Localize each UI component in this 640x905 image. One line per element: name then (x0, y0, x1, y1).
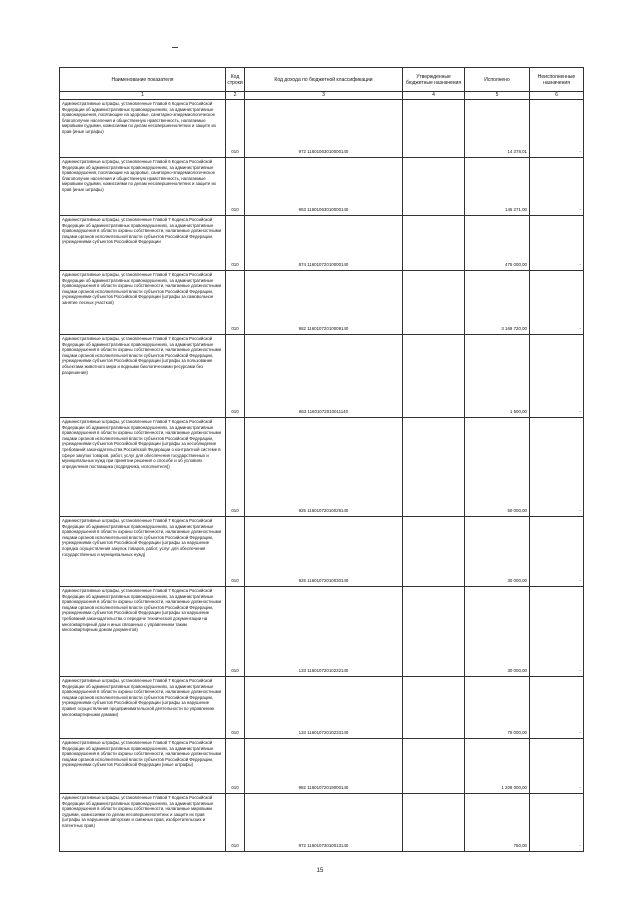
column-number: 1 (60, 92, 226, 100)
table-row (60, 216, 584, 271)
table-row (60, 739, 584, 794)
row-approved (403, 677, 465, 739)
table-row (60, 335, 584, 418)
row-kbk: 982 11601072019000140 (245, 739, 403, 794)
row-line-code: 010 (226, 794, 245, 852)
row-name-text: Административные штрафы, установленные Главой 7 Кодекса Российской Федерации об административных правонарушениях, за административные правонарушения в области охраны собственности, налагаемые должностными лицами органов исполнительной власти субъектов Российской Федерации, учреждениями субъектов Российской Федерации (штрафы за пользование объектами животного мира и водными биологическими ресурсами без разрешения) (62, 336, 221, 375)
table-row (60, 517, 584, 587)
row-name (60, 517, 226, 587)
row-name-text: Административные штрафы, установленные Главой 7 Кодекса Российской Федерации об административных правонарушениях, за административные правонарушения в области охраны собственности, налагаемые должностными лицами органов исполнительной власти субъектов Российской Федерации, учреждениями субъектов Российской Федерации (штрафы за несоблюдение требований законодательства Российской Федерации о контрактной системе в сфере закупок товаров, работ, услуг для обеспечения государственных и муниципальных нужд при принятии решения о способе и об условиях определения поставщика (подрядчика, исполнителя)) (62, 419, 221, 469)
row-approved (403, 739, 465, 794)
row-name (60, 158, 226, 216)
row-kbk: 953 11601063010000140 (245, 158, 403, 216)
row-name (60, 100, 226, 158)
row-executed: 3 169 720,00 (465, 271, 530, 335)
row-approved (403, 517, 465, 587)
row-name-text: Административные штрафы, установленные Главой 7 Кодекса Российской Федерации об административных правонарушениях, за административные правонарушения в области охраны собственности, налагаемые должностными лицами органов исполнительной власти субъектов Российской Федерации, учреждениями субъектов Российской Федерации (штрафы за нарушение правил осуществления предпринимательской деятельности по управлению многоквартирными домами) (62, 678, 221, 717)
row-line-code: 010 (226, 158, 245, 216)
row-kbk: 972 11601063010000140 (245, 100, 403, 158)
row-name (60, 677, 226, 739)
table-row (60, 587, 584, 677)
row-line-code: 010 (226, 271, 245, 335)
row-line-code: 010 (226, 100, 245, 158)
table-row (60, 677, 584, 739)
header-line-code: Код строки (226, 68, 245, 92)
row-approved (403, 100, 465, 158)
row-name (60, 271, 226, 335)
table-header-row (60, 68, 584, 92)
header-unexecuted: Неисполненные назначения (530, 68, 584, 92)
row-name-text: Административные штрафы, установленные Главой 7 Кодекса Российской Федерации об административных правонарушениях, за административные правонарушения в области охраны собственности, налагаемые должностными лицами органов исполнительной власти субъектов Российской Федерации, учреждениями субъектов Российской Федерации (штрафы за нарушение требований законодательства о передаче технической документации на многоквартирный дом и иных связанных с управлением таким многоквартирным домом документов) (62, 588, 221, 633)
row-approved (403, 158, 465, 216)
row-name (60, 418, 226, 517)
row-unexecuted: - (530, 271, 584, 335)
row-unexecuted: - (530, 216, 584, 271)
row-unexecuted: - (530, 677, 584, 739)
row-kbk: 982 11601072010009140 (245, 271, 403, 335)
row-approved (403, 587, 465, 677)
row-approved (403, 418, 465, 517)
table-row (60, 418, 584, 517)
scan-mark (172, 47, 178, 48)
row-approved (403, 794, 465, 852)
row-executed: 475 000,00 (465, 216, 530, 271)
row-line-code: 010 (226, 335, 245, 418)
row-executed: 14 378,01 (465, 100, 530, 158)
row-name (60, 794, 226, 852)
row-unexecuted: - (530, 739, 584, 794)
row-line-code: 010 (226, 517, 245, 587)
row-executed: 30 000,00 (465, 587, 530, 677)
row-line-code: 010 (226, 216, 245, 271)
row-line-code: 010 (226, 418, 245, 517)
row-line-code: 010 (226, 677, 245, 739)
row-executed: 50 000,00 (465, 418, 530, 517)
column-number: 3 (245, 92, 403, 100)
row-name-text: Административные штрафы, установленные Главой 7 Кодекса Российской Федерации об административных правонарушениях, за административные правонарушения в области охраны собственности, налагаемые должностными лицами органов исполнительной власти субъектов Российской Федерации, учреждениями субъектов Российской Федерации (62, 217, 221, 245)
row-kbk: 133 11601072010233140 (245, 677, 403, 739)
row-unexecuted: - (530, 587, 584, 677)
row-unexecuted: - (530, 335, 584, 418)
row-kbk: 925 11601072010029140 (245, 418, 403, 517)
table-row (60, 158, 584, 216)
row-unexecuted: - (530, 517, 584, 587)
row-name-text: Административные штрафы, установленные Главой 7 Кодекса Российской Федерации об административных правонарушениях, за административные правонарушения в области охраны собственности, налагаемые должностными лицами органов исполнительной власти субъектов Российской Федерации, учреждениями субъектов Российской Федерации (штрафы за самовольное занятие лесных участков) (62, 272, 221, 305)
revenue-table (59, 67, 584, 852)
row-unexecuted: - (530, 100, 584, 158)
row-line-code: 010 (226, 587, 245, 677)
row-name (60, 335, 226, 418)
header-kbk: Код дохода по бюджетной классификации (245, 68, 403, 92)
row-line-code: 010 (226, 739, 245, 794)
row-name (60, 739, 226, 794)
row-approved (403, 271, 465, 335)
page-number: 15 (316, 868, 324, 874)
row-name (60, 587, 226, 677)
row-executed: 146 271,00 (465, 158, 530, 216)
header-executed: Исполнено (465, 68, 530, 92)
row-unexecuted: - (530, 794, 584, 852)
row-name-text: Административные штрафы, установленные Главой 7 Кодекса Российской Федерации об административных правонарушениях, за административные правонарушения в области охраны собственности, налагаемые должностными лицами органов исполнительной власти субъектов Российской Федерации, учреждениями субъектов Российской Федерации (иные штрафы) (62, 740, 221, 768)
header-approved: Утвержденные бюджетные назначения (403, 68, 465, 92)
row-name-text: Административные штрафы, установленные Главой 6 Кодекса Российской Федерации об административных правонарушениях, за административные правонарушения, посягающие на здоровье, санитарно-эпидемиологическое благополучие населения и общественную нравственность, налагаемые мировыми судьями, комиссиями по делам несовершеннолетних и защите их прав (иные штрафы) (62, 159, 216, 192)
column-number: 5 (465, 92, 530, 100)
column-number: 4 (403, 92, 465, 100)
row-executed: 750,00 (465, 794, 530, 852)
row-kbk: 972 11601073010013140 (245, 794, 403, 852)
column-number: 6 (530, 92, 584, 100)
row-name (60, 216, 226, 271)
row-executed: 30 000,00 (465, 517, 530, 587)
row-kbk: 874 11601072010000140 (245, 216, 403, 271)
row-kbk: 133 11601072010232140 (245, 587, 403, 677)
row-kbk: 863 11601072010011140 (245, 335, 403, 418)
column-number: 2 (226, 92, 245, 100)
table-row (60, 794, 584, 852)
row-name-text: Административные штрафы, установленные Главой 6 Кодекса Российской Федерации об административных правонарушениях, за административные правонарушения, посягающие на здоровье, санитарно-эпидемиологическое благополучие населения и общественную нравственность, налагаемые мировыми судьями, комиссиями по делам несовершеннолетних и защите их прав (иные штрафы) (62, 101, 216, 134)
header-name: Наименование показателя (60, 68, 226, 92)
row-unexecuted: - (530, 158, 584, 216)
row-unexecuted: - (530, 418, 584, 517)
row-name-text: Административные штрафы, установленные Главой 7 Кодекса Российской Федерации об административных правонарушениях, за административные правонарушения в области охраны собственности, налагаемые должностными лицами органов исполнительной власти субъектов Российской Федерации, учреждениями субъектов Российской Федерации (штрафы за нарушение порядка осуществления закупок товаров, работ, услуг для обеспечения государственных и муниципальных нужд) (62, 518, 221, 557)
table-row (60, 271, 584, 335)
row-name-text: Административные штрафы, установленные Главой 7 Кодекса Российской Федерации об административных правонарушениях, за административные правонарушения в области охраны собственности, налагаемые мировыми судьями, комиссиями по делам несовершеннолетних и защите их прав (штрафы за нарушение авторских и смежных прав, изобретательских и патентных прав) (62, 795, 214, 828)
column-number-row (60, 92, 584, 100)
row-executed: 75 000,00 (465, 677, 530, 739)
row-approved (403, 216, 465, 271)
row-executed: 1 500,00 (465, 335, 530, 418)
table-row (60, 100, 584, 158)
row-kbk: 925 11601072010030140 (245, 517, 403, 587)
row-approved (403, 335, 465, 418)
row-executed: 1 208 000,00 (465, 739, 530, 794)
